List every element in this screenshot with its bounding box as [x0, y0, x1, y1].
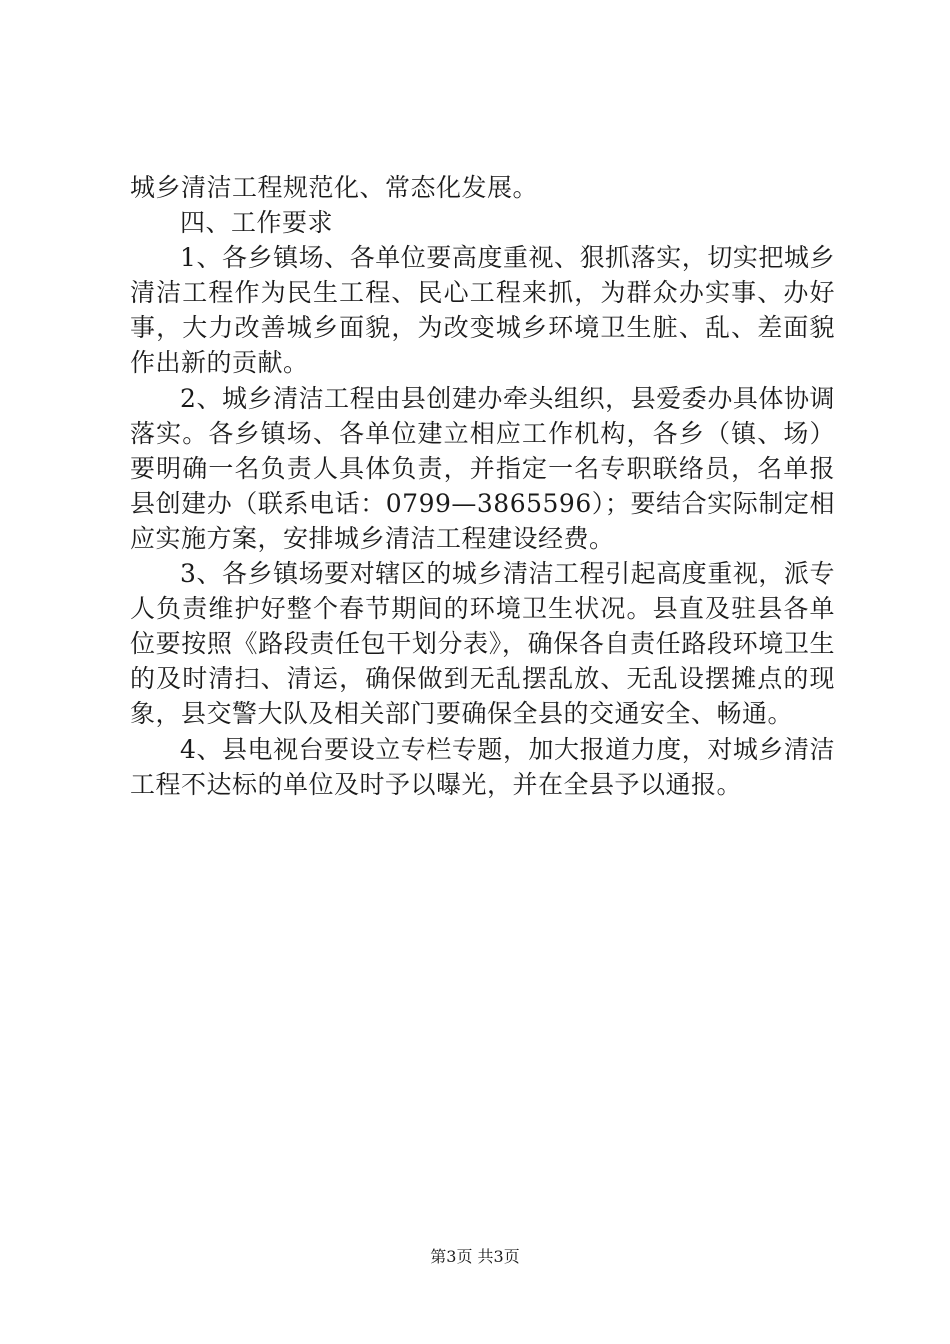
paragraph-item-2: 2、城乡清洁工程由县创建办牵头组织，县爱委办具体协调落实。各乡镇场、各单位建立相应工作机构，各乡（镇、场）要明确一名负责人具体负责，并指定一名专职联络员，名单报县创建办（联系电话：0799—3865596）；要结合实际制定相应实施方案，安排城乡清洁工程建设经费。: [130, 383, 835, 553]
paragraph-item-4: 4、县电视台要设立专栏专题，加大报道力度，对城乡清洁工程不达标的单位及时予以曝光，并在全县予以通报。: [130, 734, 835, 799]
paragraph-item-1: 1、各乡镇场、各单位要高度重视、狠抓落实，切实把城乡清洁工程作为民生工程、民心工程来抓，为群众办实事、办好事，大力改善城乡面貌，为改变城乡环境卫生脏、乱、差面貌作出新的贡献。: [130, 243, 835, 378]
section-heading: 四、工作要求: [180, 208, 334, 238]
paragraph-continuation: 城乡清洁工程规范化、常态化发展。: [130, 173, 539, 202]
document-body: [130, 170, 835, 802]
page-footer: 第3页 共3页: [430, 1247, 520, 1266]
paragraph-item-3: 3、各乡镇场要对辖区的城乡清洁工程引起高度重视，派专人负责维护好整个春节期间的环境卫生状况。县直及驻县各单位要按照《路段责任包干划分表》，确保各自责任路段环境卫生的及时清扫、清运，确保做到无乱摆乱放、无乱设摆摊点的现象，县交警大队及相关部门要确保全县的交通安全、畅通。: [130, 559, 835, 729]
